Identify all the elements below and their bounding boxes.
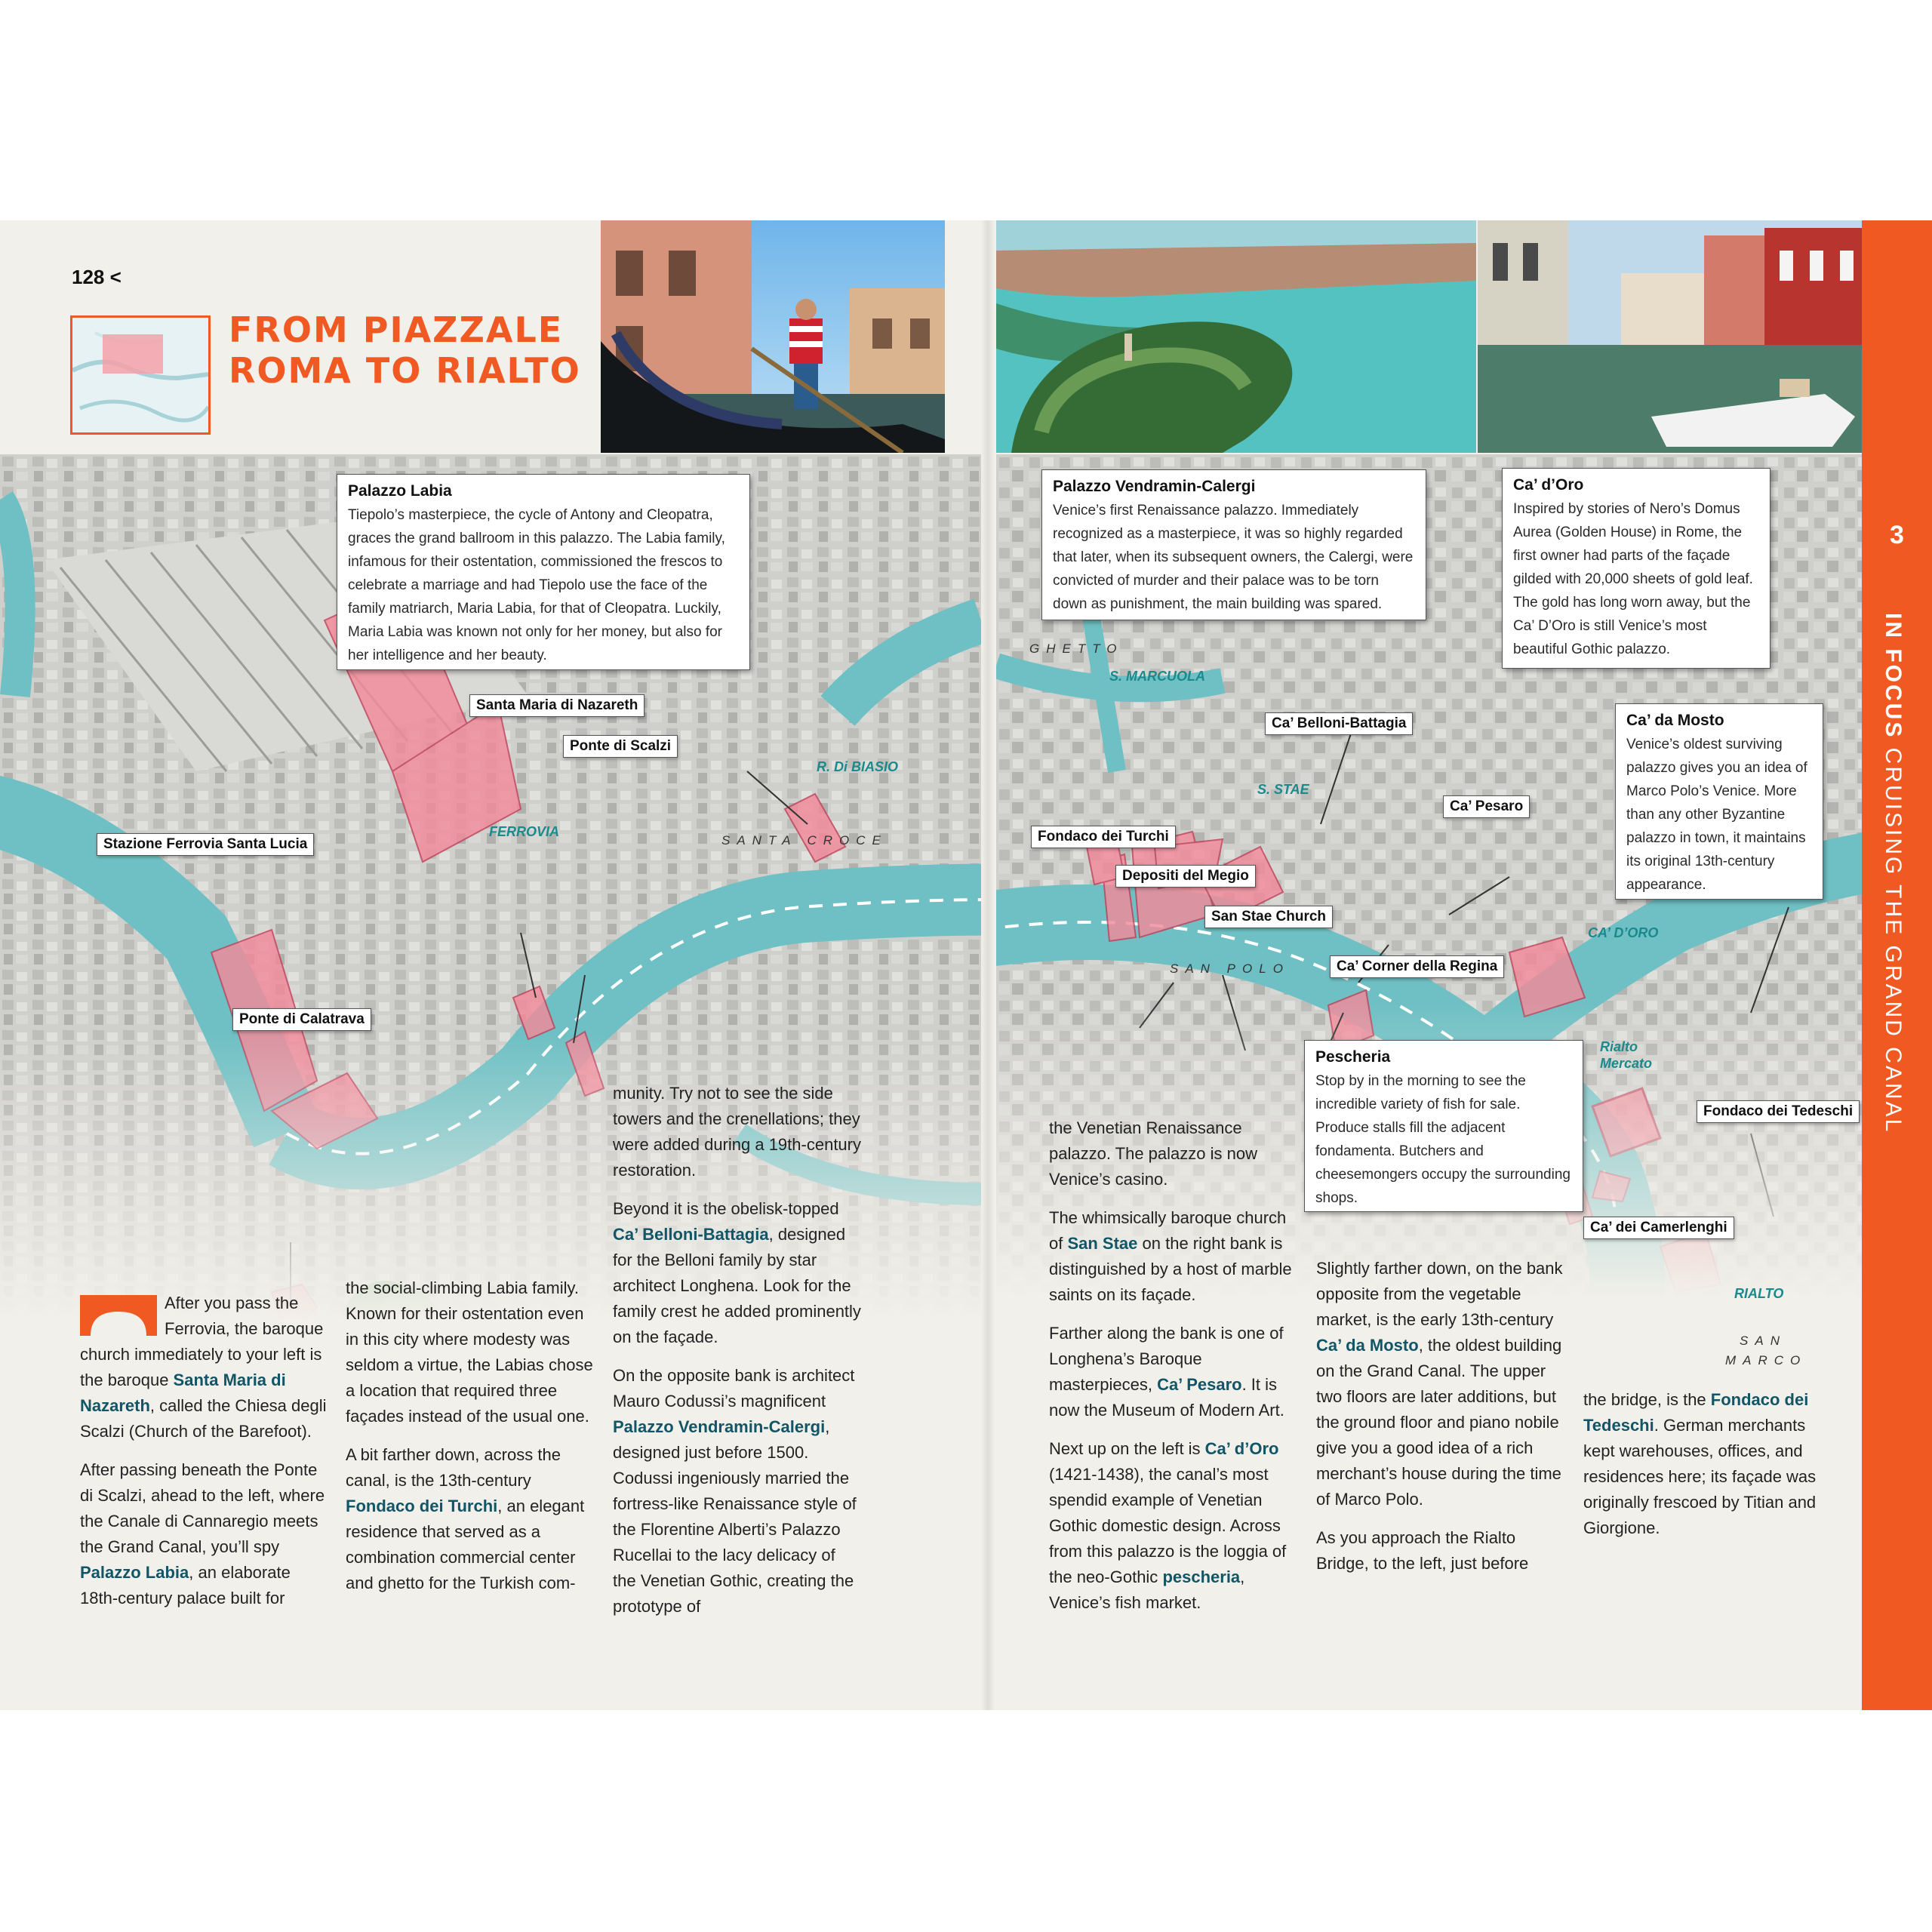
book-spread xyxy=(0,220,1932,1710)
stop-ferrovia: FERROVIA xyxy=(489,824,560,839)
label-ca-belloni-battaggia: Ca’ Belloni-Battagia xyxy=(1265,712,1413,735)
district-san-polo: SAN POLO xyxy=(1170,961,1290,976)
book-gutter xyxy=(981,220,995,1710)
callout-palazzo-labia: Palazzo Labia Tiepolo’s masterpiece, the cycle of Antony and Cleopatra, graces the grand ballroom in this palazzo. The Labia family, infamous for their ostentation, commissioned the frescos to celebrate a marriage and had Tiepolo use the face of the family matriarch, Maria Labia, for that of Cleopatra. Luckily, Maria Labia was known not only for her money, but also for her intelligence and her beauty. xyxy=(337,474,750,670)
label-depositi-del-megio: Depositi del Megio xyxy=(1115,865,1256,888)
right-col-3 xyxy=(1583,1387,1832,1554)
label-fondaco-dei-turchi: Fondaco dei Turchi xyxy=(1031,826,1176,848)
paragraph: The whimsically baroque church of San Stae on the right bank is distinguished by a host of marble saints on its façade. xyxy=(1049,1208,1292,1304)
left-col-3 xyxy=(613,1081,862,1632)
label-san-stae-church: San Stae Church xyxy=(1204,906,1333,928)
label-santa-maria-di-nazareth: Santa Maria di Nazareth xyxy=(469,694,645,717)
paragraph: munity. Try not to see the side towers and the crenellations; they were added during a 19th-century restoration. xyxy=(613,1084,861,1180)
chapter-running-head: IN FOCUS CRUISING THE GRAND CANAL xyxy=(1881,613,1906,1134)
stop-r-di-biasio: R. Di BIASIO xyxy=(817,759,899,774)
stop-s-stae: S. STAE xyxy=(1257,782,1309,797)
stop-rialto-mercato: Rialto Mercato xyxy=(1600,1039,1653,1071)
aerial-lagoon-photo xyxy=(996,220,1476,453)
label-ponte-di-scalzi: Ponte di Scalzi xyxy=(563,735,678,758)
paragraph: Farther along the bank is one of Longhena’s Baroque masterpieces, Ca’ Pesaro. It is now the Museum of Modern Art. xyxy=(1049,1324,1284,1420)
right-col-1 xyxy=(1049,1115,1298,1629)
gondola-photo xyxy=(601,220,945,453)
label-stazione-ferrovia: Stazione Ferrovia Santa Lucia xyxy=(97,833,314,856)
district-san-marco: SAN MARCO xyxy=(1725,1334,1807,1367)
paragraph: Next up on the left is Ca’ d’Oro (1421-1438), the canal’s most spendid example of Venetian Gothic domestic design. Across from this palazzo is the loggia of the neo-Gothic pescheria, Venice’s fish market. xyxy=(1049,1439,1287,1612)
paragraph: Slightly farther down, on the bank opposite from the vegetable market, is the early 13th-century Ca’ da Mosto, the oldest building on the Grand Canal. The upper two floors are later additions, but the ground floor and piano nobile give you a good idea of a rich merchant’s house during the time of Marco Polo. xyxy=(1316,1259,1563,1509)
left-col-1 xyxy=(80,1291,329,1624)
paragraph: A bit farther down, across the canal, is the 13th-century Fondaco dei Turchi, an elegant residence that served as a combination commercial center and ghetto for the Turkish com- xyxy=(346,1445,585,1592)
label-fondaco-dei-tedeschi: Fondaco dei Tedeschi xyxy=(1697,1100,1860,1123)
paragraph: On the opposite bank is architect Mauro Codussi’s magnificent Palazzo Vendramin-Calergi, designed just before 1500. Codussi ingeniously married the fortress-like Renaissance style of the Florentine Alberti’s Palazzo Rucellai to the lacy delicacy of the Venetian Gothic, creating the prototype of xyxy=(613,1366,857,1616)
paragraph: After you pass the Ferrovia, the baroque church immediately to your left is the baroque Santa Maria di Nazareth, called the Chiesa degli Scalzi (Church of the Barefoot). xyxy=(80,1294,327,1441)
district-ghetto: GHETTO xyxy=(1029,641,1124,656)
grand-canal-palazzi-photo xyxy=(1478,220,1862,453)
stop-s-marcuola: S. MARCUOLA xyxy=(1109,669,1205,684)
paragraph: Beyond it is the obelisk-topped Ca’ Belloni-Battagia, designed for the Belloni family by star architect Longhena. Look for the family crest he added prominently on the façade. xyxy=(613,1199,861,1346)
paragraph: the social-climbing Labia family. Known for their ostentation even in this city where modesty was seldom a virtue, the Labias chose a location that required three façades instead of the usual one. xyxy=(346,1278,593,1426)
paragraph: the bridge, is the Fondaco dei Tedeschi. German merchants kept warehouses, offices, and residences here; its façade was originally frescoed by Titian and Giorgione. xyxy=(1583,1390,1817,1537)
right-col-2 xyxy=(1316,1256,1565,1589)
paragraph: After passing beneath the Ponte di Scalzi, ahead to the left, where the Canale di Cannaregio meets the Grand Canal, you’ll spy Palazzo Labia, an elaborate 18th-century palace built for xyxy=(80,1460,325,1607)
label-ca-corner-della-regina: Ca’ Corner della Regina xyxy=(1330,955,1504,978)
callout-ca-doro: Ca’ d’Oro Inspired by stories of Nero’s Domus Aurea (Golden House) in Rome, the first owner had parts of the façade gilded with 20,000 sheets of gold leaf. The gold has long worn away, but the Ca’ D’Oro is still Venice’s most beautiful Gothic palazzo. xyxy=(1502,468,1770,669)
locator-map-graphic xyxy=(72,318,208,432)
callout-palazzo-vendramin-calergi: Palazzo Vendramin-Calergi Venice’s first Renaissance palazzo. Immediately recognized as a masterpiece, it was so highly regarded that later, when its subsequent owners, the Calergi, were convicted of murder and their palace was to be torn down as punishment, the main building was spared. xyxy=(1041,469,1426,620)
chapter-sidebar xyxy=(1862,220,1932,1710)
dropcap-bridge-icon xyxy=(80,1295,157,1336)
callout-ca-da-mosto: Ca’ da Mosto Venice’s oldest surviving palazzo gives you an idea of Marco Polo’s Venice. More than any other Byzantine palazzo in town, it maintains its original 13th-century appearance. xyxy=(1615,703,1823,900)
chapter-number: 3 xyxy=(1890,521,1904,549)
district-santa-croce: SANTA CROCE xyxy=(721,833,888,848)
paragraph: As you approach the Rialto Bridge, to the left, just before xyxy=(1316,1528,1529,1573)
stop-rialto: RIALTO xyxy=(1734,1286,1784,1301)
label-ca-pesaro: Ca’ Pesaro xyxy=(1443,795,1530,818)
label-ponte-di-calatrava: Ponte di Calatrava xyxy=(232,1008,371,1031)
section-title: FROM PIAZZALE ROMA TO RIALTO xyxy=(229,309,581,391)
label-ca-dei-camerlenghi: Ca’ dei Camerlenghi xyxy=(1583,1217,1734,1239)
paragraph: the Venetian Renaissance palazzo. The palazzo is now Venice’s casino. xyxy=(1049,1118,1257,1189)
locator-inset-map xyxy=(70,315,211,435)
stop-ca-doro: CA’ D’ORO xyxy=(1588,925,1659,940)
callout-pescheria: Pescheria Stop by in the morning to see the incredible variety of fish for sale. Produce stalls fill the adjacent fondamenta. Butchers and cheesemongers occupy the surrounding shops. xyxy=(1304,1040,1583,1212)
page-number: 128 < xyxy=(72,266,122,288)
left-col-2 xyxy=(346,1275,595,1609)
